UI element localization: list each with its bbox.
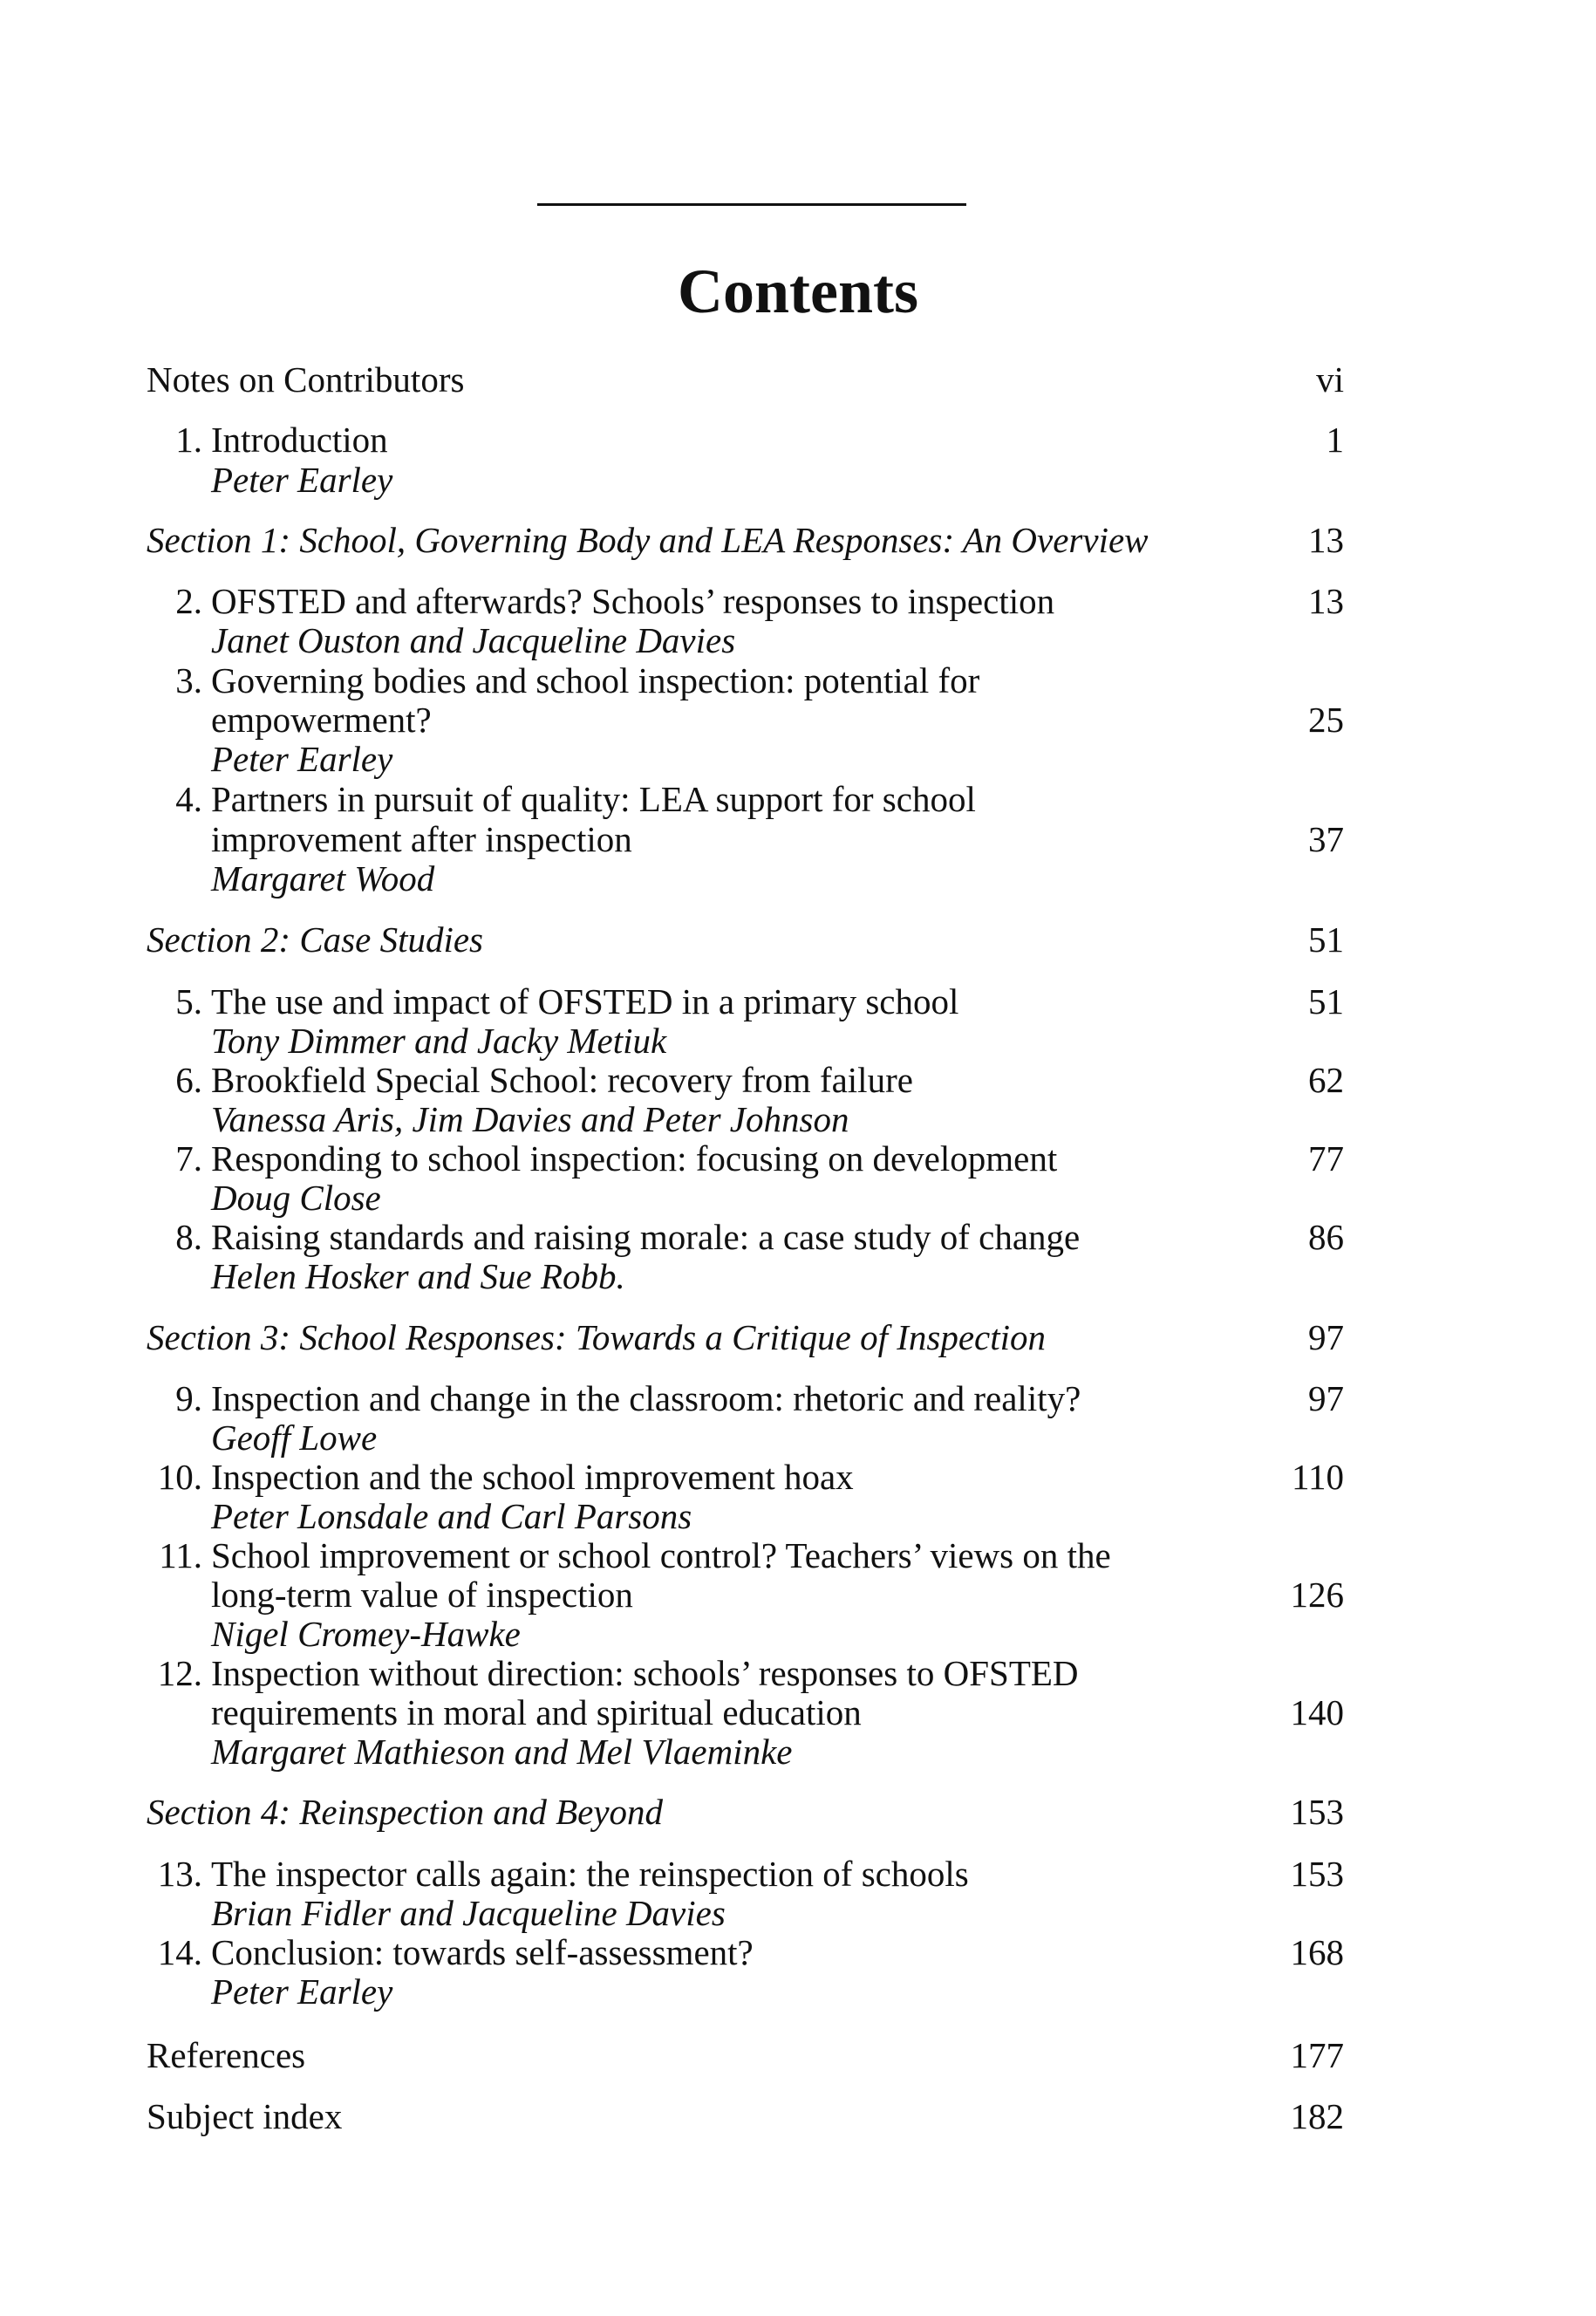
chapter-title: Governing bodies and school inspection: potential for: [211, 660, 980, 700]
chapter-author: Peter Earley: [211, 739, 393, 779]
chapter-number: 3.: [175, 660, 202, 700]
chapter-page: 110: [1292, 1457, 1344, 1497]
chapter-page: 77: [1308, 1138, 1344, 1178]
chapter-author: Geoff Lowe: [211, 1418, 378, 1458]
page-title: Contents: [677, 256, 918, 326]
chapter-author: Doug Close: [211, 1178, 381, 1218]
chapter-title: The inspector calls again: the reinspection of schools: [211, 1854, 969, 1894]
chapter-number: 1.: [175, 420, 202, 460]
chapter-author: Peter Lonsdale and Carl Parsons: [211, 1496, 692, 1536]
chapter-author: Margaret Wood: [211, 858, 435, 898]
chapter-page: 126: [1290, 1575, 1344, 1615]
section-heading: Section 3: School Responses: Towards a Critique of Inspection: [147, 1317, 1047, 1357]
chapter-title: Partners in pursuit of quality: LEA support for school: [211, 779, 976, 819]
chapter-number: 6.: [175, 1060, 202, 1100]
chapter-title: OFSTED and afterwards? Schools’ responses to inspection: [211, 581, 1055, 621]
section-page: 13: [1308, 520, 1344, 560]
chapter-title: Inspection without direction: schools’ responses to OFSTED: [211, 1653, 1079, 1693]
chapter-author: Peter Earley: [211, 1971, 393, 2012]
back-label: Subject index: [147, 2096, 343, 2136]
chapter-number: 10.: [157, 1457, 202, 1497]
chapter-number: 12.: [157, 1653, 202, 1693]
chapter-page: 1: [1326, 420, 1344, 460]
chapter-title: Responding to school inspection: focusing on development: [211, 1138, 1058, 1178]
chapter-author: Tony Dimmer and Jacky Metiuk: [211, 1021, 667, 1061]
chapter-number: 7.: [175, 1138, 202, 1178]
chapter-number: 4.: [175, 779, 202, 819]
back-page: 177: [1290, 2035, 1344, 2075]
chapter-author: Peter Earley: [211, 460, 393, 500]
chapter-number: 5.: [175, 981, 202, 1021]
chapter-number: 8.: [175, 1217, 202, 1257]
chapter-title: Conclusion: towards self-assessment?: [211, 1932, 754, 1972]
top-rule: [537, 203, 966, 206]
chapter-page: 25: [1308, 700, 1344, 740]
chapter-title: The use and impact of OFSTED in a primary school: [211, 981, 959, 1021]
chapter-page: 168: [1290, 1932, 1344, 1972]
chapter-author: Janet Ouston and Jacqueline Davies: [211, 620, 736, 660]
section-heading: Section 2: Case Studies: [147, 919, 484, 960]
section-page: 51: [1308, 919, 1344, 960]
section-heading: Section 1: School, Governing Body and LEA Responses: An Overview: [147, 520, 1149, 560]
chapter-author: Helen Hosker and Sue Robb.: [211, 1256, 625, 1296]
section-page: 153: [1290, 1792, 1344, 1832]
chapter-author: Nigel Cromey-Hawke: [211, 1614, 521, 1654]
chapter-title: Raising standards and raising morale: a case study of change: [211, 1217, 1081, 1257]
chapter-page: 153: [1290, 1854, 1344, 1894]
chapter-author: Margaret Mathieson and Mel Vlaeminke: [211, 1732, 793, 1772]
chapter-title: Introduction: [211, 420, 388, 460]
chapter-number: 2.: [175, 581, 202, 621]
chapter-number: 14.: [157, 1932, 202, 1972]
front-page: vi: [1316, 359, 1344, 400]
back-page: 182: [1290, 2096, 1344, 2136]
back-label: References: [147, 2035, 306, 2075]
section-heading: Section 4: Reinspection and Beyond: [147, 1792, 664, 1832]
section-page: 97: [1308, 1317, 1344, 1357]
chapter-author: Vanessa Aris, Jim Davies and Peter Johnson: [211, 1099, 849, 1139]
front-label: Notes on Contributors: [147, 359, 465, 400]
chapter-title: Brookfield Special School: recovery from failure: [211, 1060, 913, 1100]
chapter-page: 37: [1308, 819, 1344, 859]
chapter-title-line: requirements in moral and spiritual education: [211, 1692, 862, 1732]
chapter-page: 13: [1308, 581, 1344, 621]
chapter-number: 13.: [157, 1854, 202, 1894]
chapter-page: 62: [1308, 1060, 1344, 1100]
chapter-page: 51: [1308, 981, 1344, 1021]
chapter-page: 97: [1308, 1378, 1344, 1418]
chapter-title-line: empowerment?: [211, 700, 432, 740]
chapter-title-line: improvement after inspection: [211, 819, 632, 859]
chapter-number: 9.: [175, 1378, 202, 1418]
chapter-title: Inspection and change in the classroom: rhetoric and reality?: [211, 1378, 1081, 1418]
chapter-number: 11.: [159, 1535, 202, 1575]
chapter-author: Brian Fidler and Jacqueline Davies: [211, 1893, 726, 1933]
chapter-title: Inspection and the school improvement hoax: [211, 1457, 854, 1497]
chapter-title-line: long-term value of inspection: [211, 1575, 633, 1615]
chapter-page: 86: [1308, 1217, 1344, 1257]
chapter-page: 140: [1290, 1692, 1344, 1732]
chapter-title: School improvement or school control? Teachers’ views on the: [211, 1535, 1111, 1575]
